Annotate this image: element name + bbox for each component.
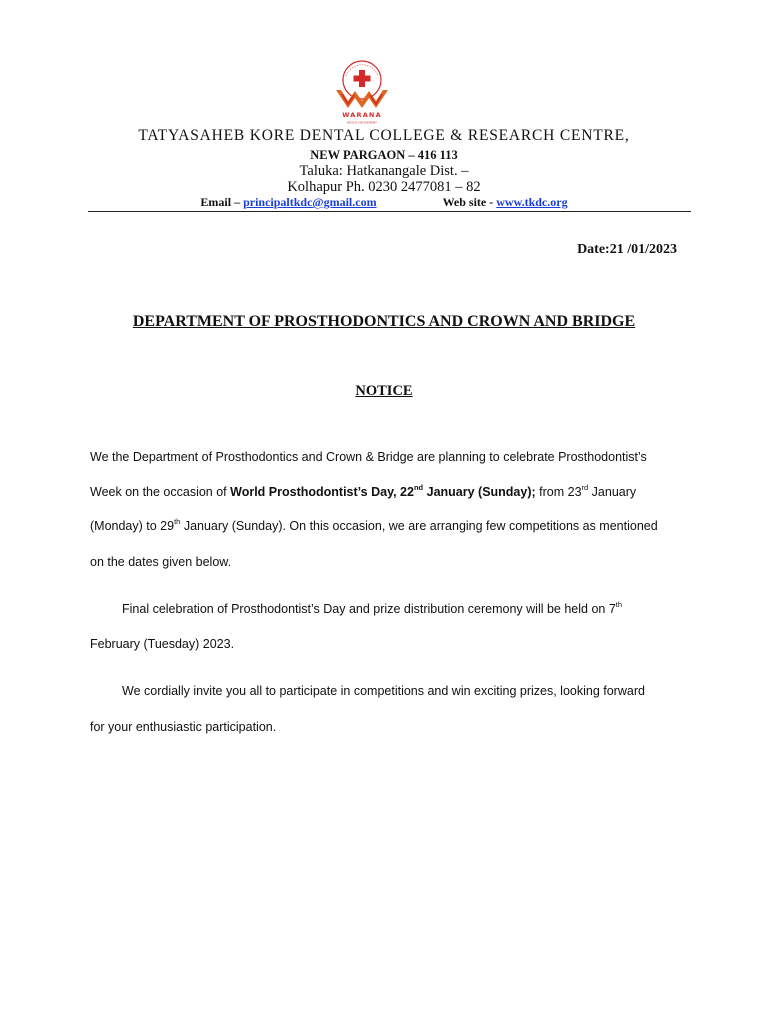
website-label: Web site - (442, 195, 497, 209)
body-paragraph-1-line-4: on the dates given below. (90, 555, 232, 569)
college-name: TATYASAHEB KORE DENTAL COLLEGE & RESEARCH CENTRE, (138, 127, 630, 144)
body-paragraph-2-line-1: Final celebration of Prosthodontist’s Day and prize distribution ceremony will be held on 7th (122, 600, 623, 616)
department-title: DEPARTMENT OF PROSTHODONTICS AND CROWN AND BRIDGE (132, 313, 636, 330)
header-divider (88, 211, 691, 212)
address-line-1: NEW PARGAON – 416 113 (310, 148, 458, 162)
body-paragraph-1-line-2: Week on the occasion of World Prosthodontist’s Day, 22nd January (Sunday); from 23rd January (90, 483, 637, 499)
logo-sub-text: HEALTH MOVEMENT (347, 120, 377, 125)
college-logo-icon (332, 58, 392, 128)
address-line-3: Kolhapur Ph. 0230 2477081 – 82 (287, 179, 481, 195)
notice-date: Date:21 /01/2023 (577, 242, 677, 257)
contact-line (0, 195, 768, 210)
body-paragraph-1-line-1: We the Department of Prosthodontics and Crown & Bridge are planning to celebrate Prosthodontist’s (90, 450, 647, 464)
body-paragraph-1-line-3: (Monday) to 29th January (Sunday). On this occasion, we are arranging few competitions as mentioned (90, 517, 658, 533)
body-paragraph-3-line-2: for your enthusiastic participation. (90, 720, 277, 734)
website-link[interactable]: www.tkdc.org (496, 195, 568, 209)
body-paragraph-3-line-1: We cordially invite you all to participate in competitions and win exciting prizes, looking forward (122, 684, 645, 698)
address-line-2: Taluka: Hatkanangale Dist. – (299, 163, 469, 179)
email-label: Email – (200, 195, 244, 209)
notice-title: NOTICE (355, 383, 413, 399)
email-link[interactable]: principaltkdc@gmail.com (243, 195, 377, 209)
body-paragraph-2-line-2: February (Tuesday) 2023. (90, 637, 235, 651)
logo-text: WARANA (342, 111, 382, 119)
